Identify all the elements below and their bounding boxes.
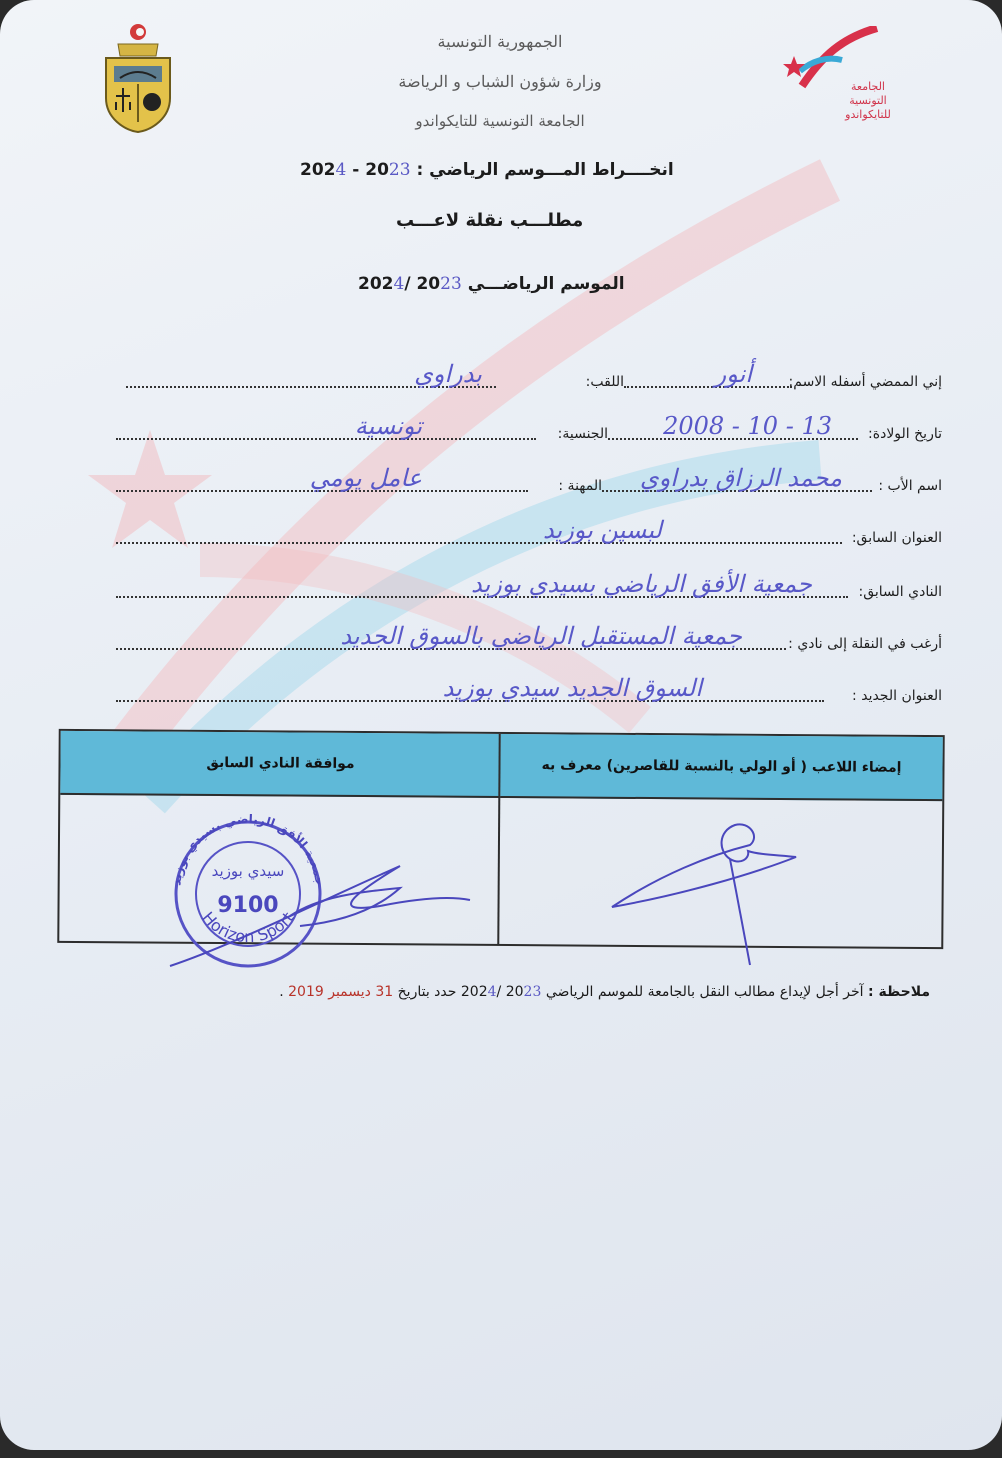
affiliation-years: 2024 - 2023 [300,160,411,180]
player-signature [600,815,810,975]
row-name [116,360,942,394]
stamp-postcode: 9100 [217,893,279,918]
season-label: الموسم الرياضـــي [467,274,625,294]
father-value: محمد الرزاق بدراوي [639,464,842,492]
form-title: مطلـــب نقلة لاعـــب [396,210,584,231]
surname-label: اللقب: [585,374,624,390]
season-line [358,274,625,294]
old-club-label: النادي السابق: [858,584,942,600]
name-label: إني الممضي أسفله الاسم: [788,374,942,390]
note-deadline-date: 31 ديسمبر 2019 [288,984,394,1000]
surname-value: بدراوي [414,360,482,388]
stamp-city: سيدي بوزيد [211,862,285,880]
header-republic: الجمهورية التونسية [437,32,563,51]
club-approval-header: موافقة النادي السابق [60,731,500,798]
header-federation: الجامعة التونسية للتايكواندو [415,112,585,130]
note-text: آخر أجل لإيداع مطالب النقل بالجامعة للموسم الرياضي [545,984,864,1000]
nationality-value: تونسية [354,412,422,440]
row-old-address [116,516,942,550]
club-stamp [150,796,480,986]
note-line [160,984,930,1000]
new-club-label: أرغب في النقلة إلى نادي : [788,636,942,652]
header-ministry: وزارة شؤون الشباب و الرياضة [398,72,602,91]
row-new-club [116,622,942,656]
affiliation-label: انخــــراط المـــوسم الرياضي : [416,160,674,180]
player-signature-header: إمضاء اللاعب ( أو الولي بالنسبة للقاصرين) معرف به [500,734,942,801]
coat-of-arms-icon [100,22,176,134]
row-old-club [116,570,942,604]
fed-logo-line2: التونسية [849,94,887,107]
old-address-label: العنوان السابق: [851,530,942,546]
nationality-label: الجنسية: [557,426,608,442]
new-address-value: السوق الجديد سيدي بوزيد [442,674,702,702]
job-value: عامل يومي [309,464,422,492]
note-label: ملاحظة : [868,984,930,1000]
note-season-years: 2024/ 2023 [460,984,542,1000]
stamp-brand: Horizon Sport [198,908,298,947]
stamp-ring-text: جمعية الأفق الرياضي بسيدي بوزيد [169,811,327,887]
fed-logo-line1: الجامعة [851,80,885,93]
father-label: اسم الأب : [878,478,942,494]
note-end: . [279,984,284,1000]
birth-label: تاريخ الولادة: [868,426,942,442]
birth-value: 13 - 10 - 2008 [663,412,832,440]
row-birth [116,412,942,446]
row-new-address [116,674,942,708]
name-value: أنور [714,360,752,388]
note-deadline-text: حدد بتاريخ [397,984,457,1000]
new-club-value: جمعية المستقبل الرياضي بالسوق الجديد [340,622,742,650]
old-club-value: جمعية الأفق الرياضي بسيدي بوزيد [470,570,812,598]
job-label: المهنة : [558,478,602,494]
row-father [116,464,942,498]
old-address-value: لبسين بوزيد [542,516,662,544]
affiliation-line [300,160,674,180]
season-years: 2024/ 2023 [358,274,462,294]
new-address-label: العنوان الجديد : [852,688,942,704]
fed-logo-line3: للتايكواندو [845,108,891,121]
